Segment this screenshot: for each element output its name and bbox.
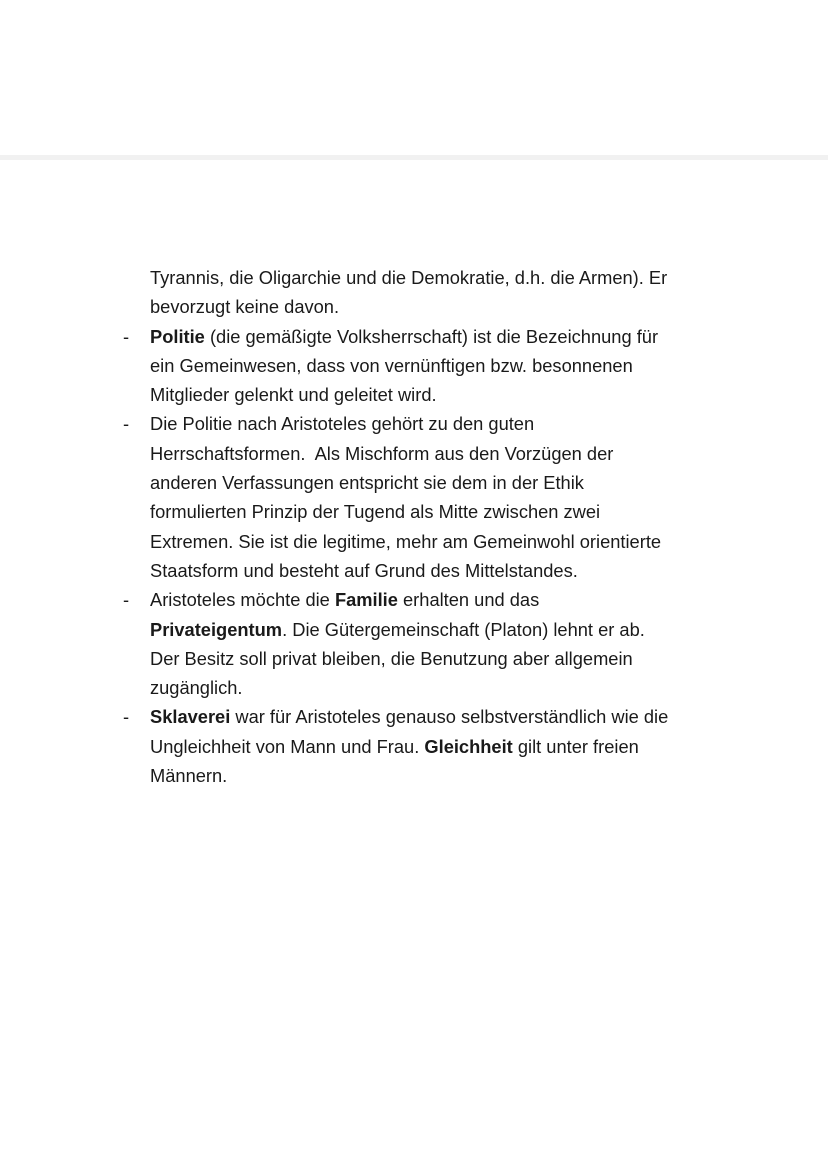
text-line: Privateigentum. Die Gütergemeinschaft (Platon) lehnt er ab. xyxy=(150,618,645,640)
text-line: formulierten Prinzip der Tugend als Mitte zwischen zwei xyxy=(150,501,601,523)
document-page xyxy=(0,160,828,1171)
text-line: ein Gemeinwesen, dass von vernünftigen bzw. besonnenen xyxy=(150,354,633,376)
bullet-dash: - xyxy=(123,706,130,728)
text-line: Herrschaftsformen. Als Mischform aus den Vorzügen der xyxy=(150,442,614,464)
bold-term-gleichheit: Gleichheit xyxy=(424,735,513,757)
text-line: Die Politie nach Aristoteles gehört zu den guten xyxy=(150,413,535,435)
top-margin xyxy=(0,0,828,155)
text-line: bevorzugt keine davon. xyxy=(150,296,340,318)
bullet-dash: - xyxy=(123,589,130,611)
text-line: Politie (die gemäßigte Volksherrschaft) ist die Bezeichnung für xyxy=(150,325,659,347)
text-line: Männern. xyxy=(150,765,228,787)
bullet-familie-eigentum xyxy=(123,585,760,702)
bullet-politie-aristoteles xyxy=(123,409,760,585)
bullet-dash: - xyxy=(123,325,130,347)
document-body xyxy=(123,263,760,790)
bullet-politie xyxy=(123,322,760,410)
bullet-sklaverei xyxy=(123,702,760,790)
bold-term-politie: Politie xyxy=(150,325,205,347)
text-line: Mitglieder gelenkt und geleitet wird. xyxy=(150,384,437,406)
bold-term-privateigentum: Privateigentum xyxy=(150,618,283,640)
bullet-dash: - xyxy=(123,413,130,435)
text-line: Der Besitz soll privat bleiben, die Benutzung aber allgemein xyxy=(150,647,633,669)
text-line: Ungleichheit von Mann und Frau. Gleichheit gilt unter freien xyxy=(150,735,639,757)
text-line: anderen Verfassungen entspricht sie dem in der Ethik xyxy=(150,472,584,494)
bold-term-sklaverei: Sklaverei xyxy=(150,706,231,728)
text-line: Tyrannis, die Oligarchie und die Demokratie, d.h. die Armen). Er xyxy=(150,267,668,288)
text-line: zugänglich. xyxy=(150,677,243,699)
text-line: Aristoteles möchte die Familie erhalten und das xyxy=(150,589,540,611)
bold-term-familie: Familie xyxy=(334,589,398,611)
text-line: Extremen. Sie ist die legitime, mehr am Gemeinwohl orientierte xyxy=(150,530,662,552)
text-line: Sklaverei war für Aristoteles genauso selbstverständlich wie die xyxy=(150,706,669,728)
text-line: Staatsform und besteht auf Grund des Mittelstandes. xyxy=(150,559,578,581)
